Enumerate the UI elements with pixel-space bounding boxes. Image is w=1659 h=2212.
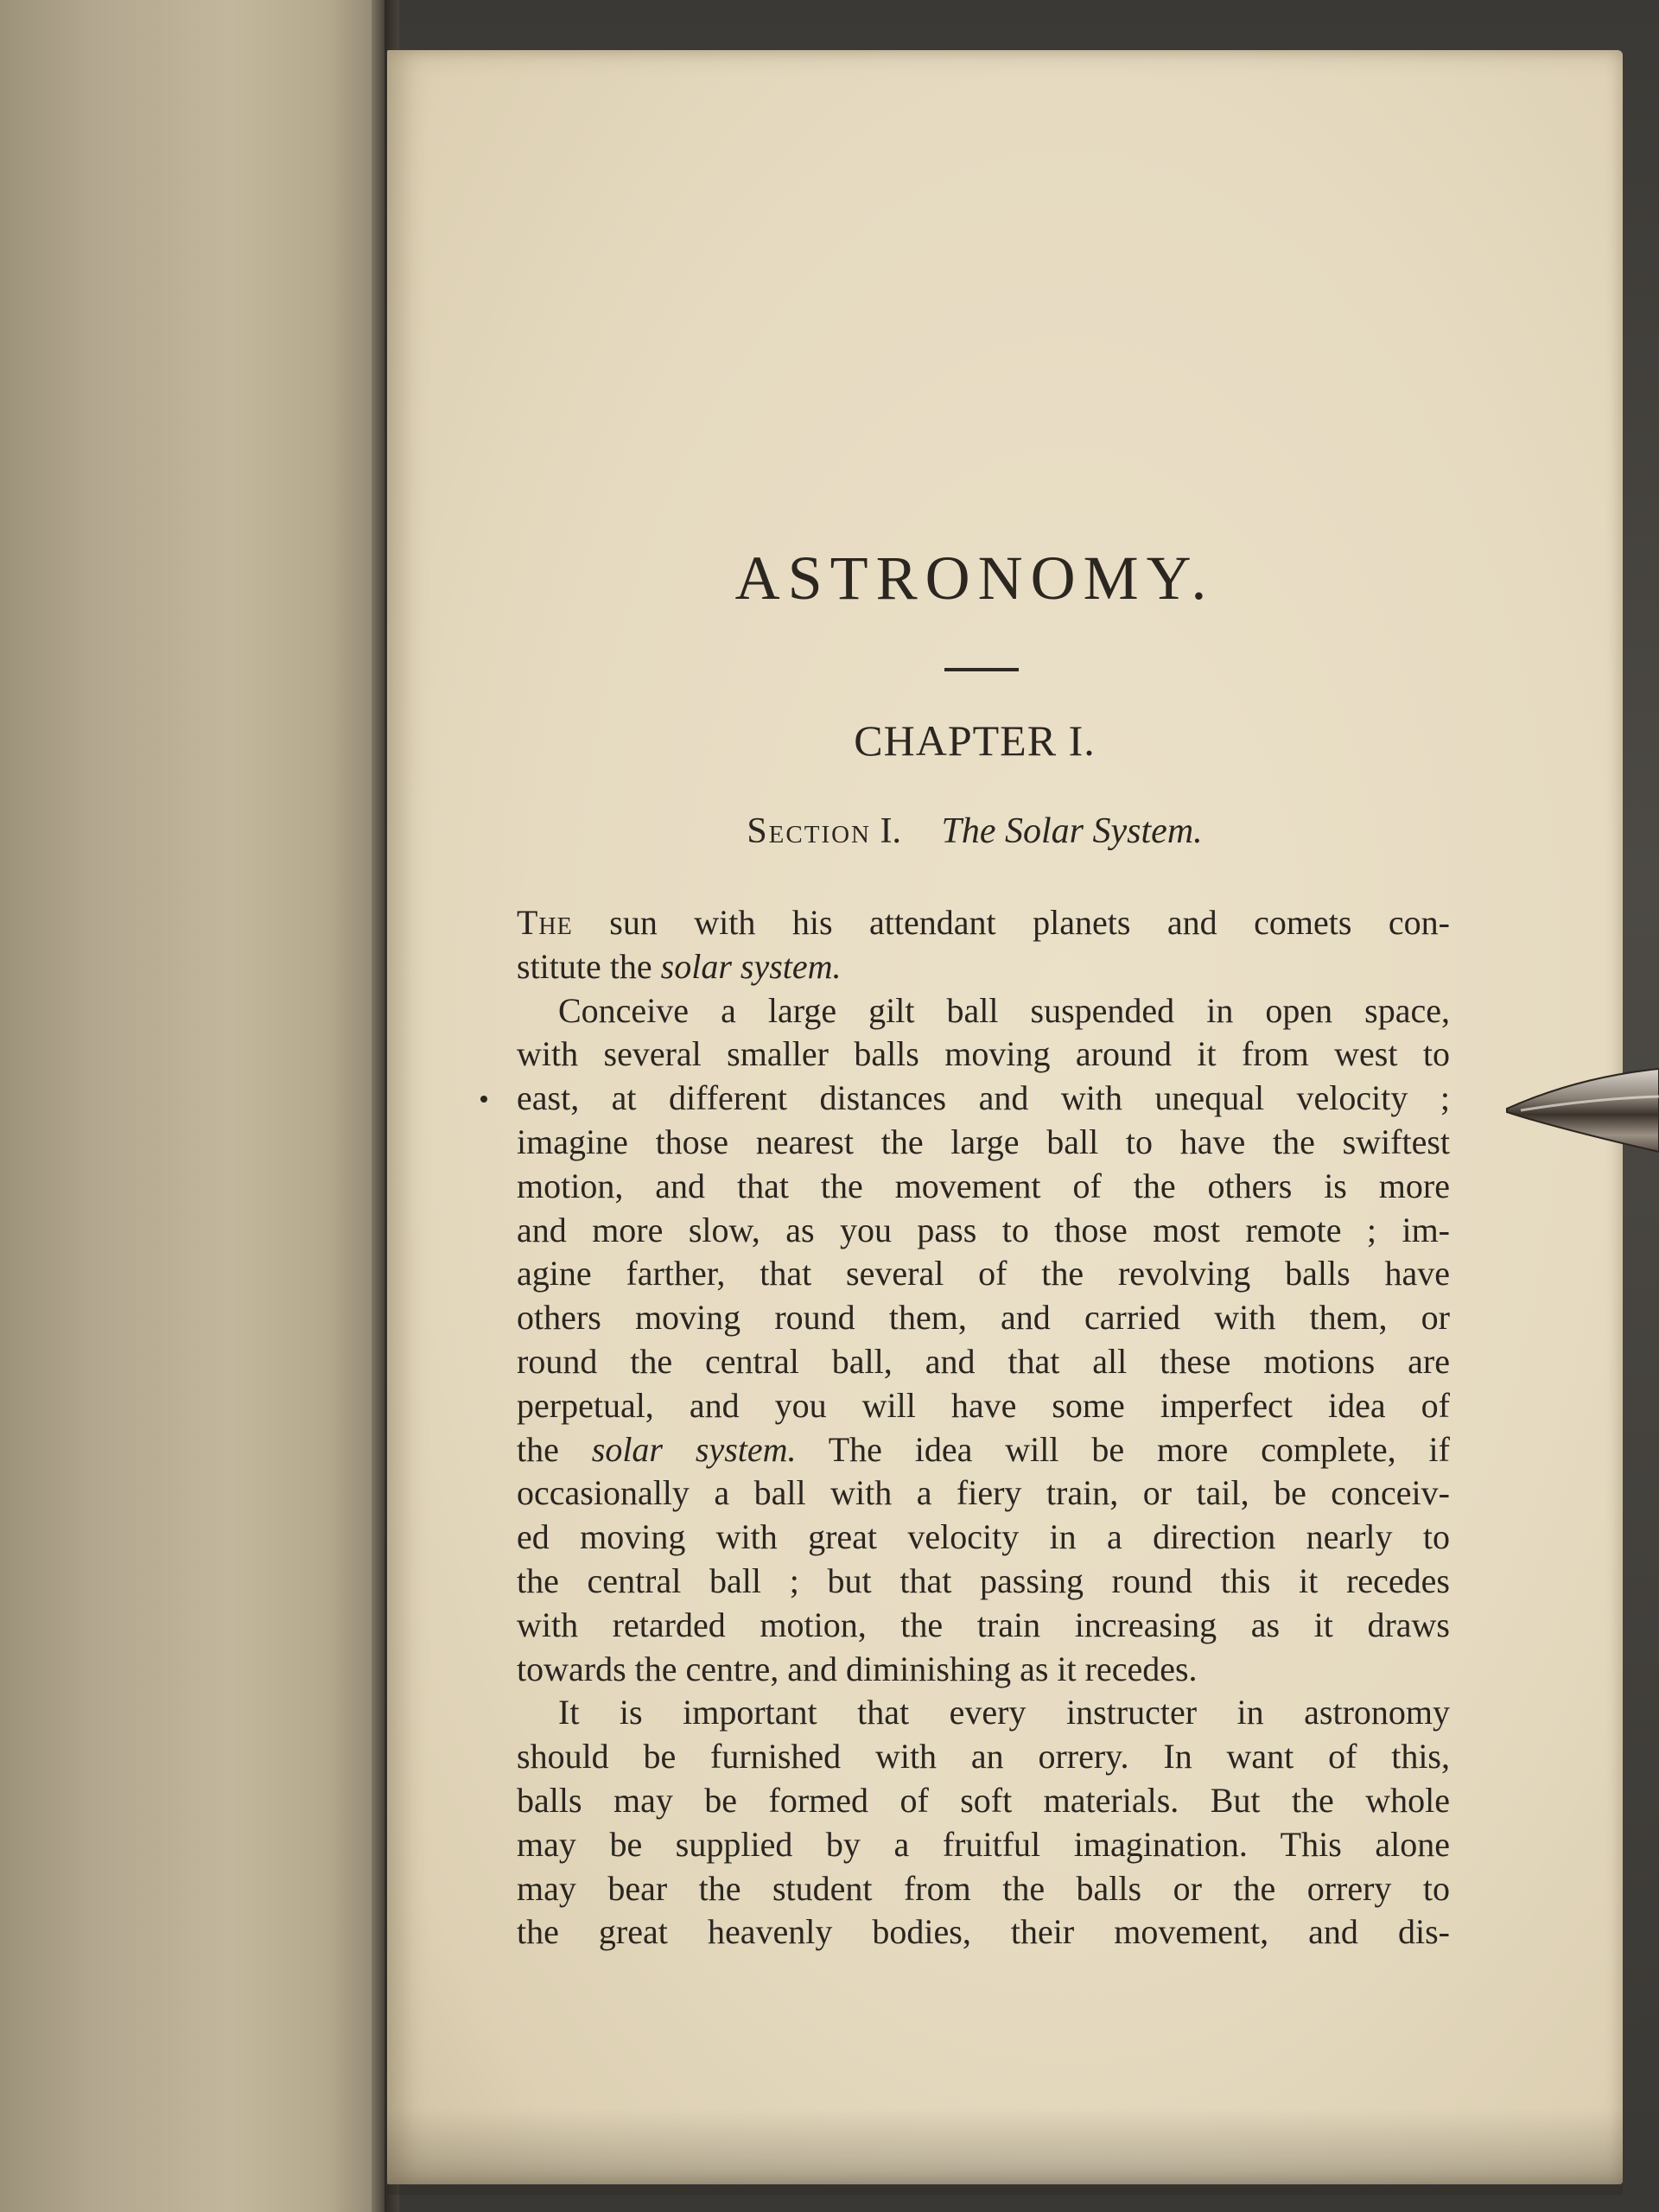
pen-tip-icon <box>1503 1058 1659 1162</box>
italic-term: solar system. <box>591 1429 797 1469</box>
text-line <box>517 1384 1450 1428</box>
line-text: ed moving with great velocity in a direction nearly to <box>517 1517 1450 1557</box>
line-text: occasionally a ball with a fiery train, or tail, be conceiv- <box>517 1473 1450 1513</box>
section-heading <box>517 810 1433 852</box>
section-title: The Solar System. <box>941 811 1203 851</box>
lead-word: The <box>517 903 573 942</box>
text-line <box>517 1471 1450 1516</box>
line-text: may bear the student from the balls or the orrery to <box>517 1868 1450 1908</box>
text-line <box>517 1604 1450 1648</box>
right-page <box>387 50 1623 2184</box>
line-text: the <box>517 1429 592 1469</box>
line-text-after: The idea will be more complete, if <box>796 1429 1450 1469</box>
title-rule <box>944 668 1019 671</box>
line-text: may be supplied by a fruitful imagination. This alone <box>517 1824 1450 1864</box>
line-text: east, at different distances and with unequal velocity ; <box>517 1078 1450 1118</box>
text-line <box>517 1209 1450 1253</box>
text-line <box>517 1296 1450 1340</box>
text-line <box>517 1691 1450 1735</box>
left-page <box>0 0 385 2212</box>
text-line <box>517 945 1450 989</box>
text-line <box>517 1428 1450 1472</box>
text-line <box>517 1165 1450 1209</box>
text-line <box>517 1910 1450 1955</box>
text-line <box>517 1516 1450 1560</box>
text-line <box>517 1077 1450 1121</box>
text-line <box>517 1560 1450 1604</box>
page-title: ASTRONOMY. <box>734 543 1215 613</box>
text-line <box>517 901 1450 945</box>
line-text: towards the centre, and diminishing as it recedes. <box>517 1649 1198 1688</box>
line-text: stitute the <box>517 946 661 986</box>
text-line <box>517 1033 1450 1077</box>
text-line <box>517 1121 1450 1165</box>
line-text: others moving round them, and carried with them, or <box>517 1298 1450 1338</box>
chapter-heading: CHAPTER I. <box>854 716 1096 765</box>
page-bottom-shadow <box>387 2108 1623 2195</box>
line-text: It is important that every instructer in astronomy <box>558 1693 1450 1732</box>
text-line <box>517 1779 1450 1823</box>
line-text: sun with his attendant planets and comets con- <box>572 903 1450 942</box>
line-text: with retarded motion, the train increasing as it draws <box>517 1605 1450 1644</box>
line-text: motion, and that the movement of the others is more <box>517 1166 1450 1205</box>
line-text: agine farther, that several of the revolving balls have <box>517 1254 1450 1294</box>
section-label: Section <box>747 811 872 851</box>
line-text: with several smaller balls moving around it from west to <box>517 1034 1450 1074</box>
text-line <box>517 1867 1450 1911</box>
text-line <box>517 989 1450 1033</box>
text-line <box>517 1648 1450 1692</box>
text-line <box>517 1823 1450 1867</box>
line-text: and more slow, as you pass to those most remote ; im- <box>517 1210 1450 1249</box>
line-text: the great heavenly bodies, their movement, and dis- <box>517 1912 1450 1952</box>
line-text: the central ball ; but that passing round this it recedes <box>517 1560 1450 1600</box>
body-text <box>517 901 1450 1955</box>
text-line <box>517 1252 1450 1296</box>
line-text: Conceive a large gilt ball suspended in open space, <box>558 990 1450 1030</box>
line-text: round the central ball, and that all these motions are <box>517 1341 1450 1381</box>
line-text: perpetual, and you will have some imperfect idea of <box>517 1385 1450 1425</box>
section-number: I. <box>880 811 902 851</box>
italic-term: solar system. <box>660 946 842 986</box>
line-text: should be furnished with an orrery. In want of this, <box>517 1737 1450 1777</box>
text-line <box>517 1340 1450 1384</box>
line-text: imagine those nearest the large ball to have the swiftest <box>517 1122 1450 1161</box>
text-line <box>517 1735 1450 1779</box>
margin-dot <box>480 1096 487 1103</box>
line-text: balls may be formed of soft materials. But the whole <box>517 1780 1450 1820</box>
